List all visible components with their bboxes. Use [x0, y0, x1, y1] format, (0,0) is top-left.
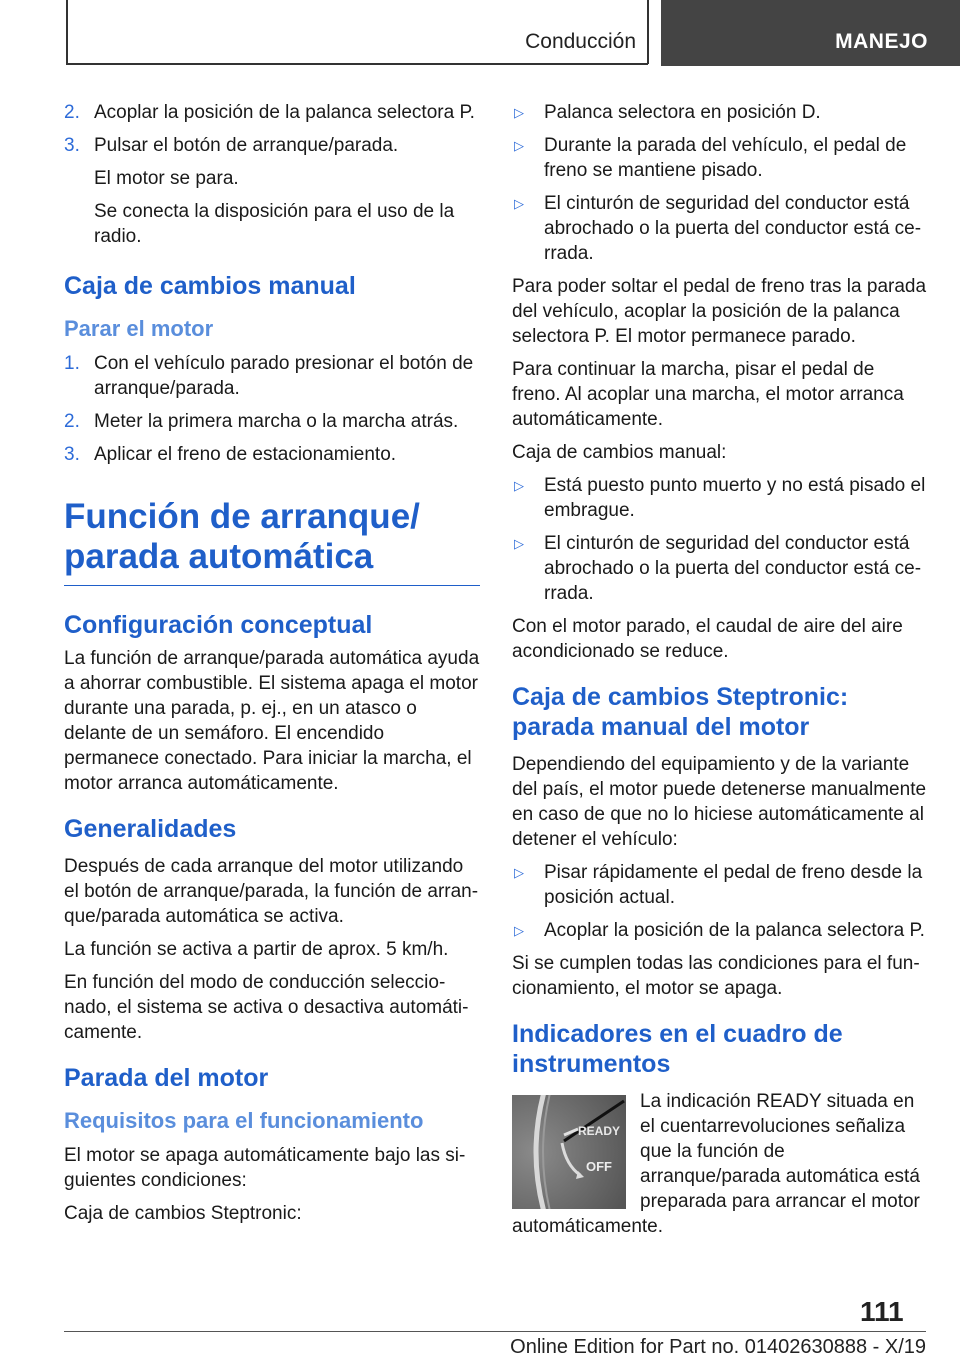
header-section-title: Conducción [525, 30, 636, 53]
list-item [64, 351, 480, 401]
header-bottom-rule [66, 63, 648, 65]
list-number: 3. [64, 444, 80, 465]
paragraph: Dependiendo del equipamiento y de la variante del país, el motor puede detenerse manualmente en caso de que no lo hiciese automáticamente al detener el vehículo: [512, 754, 927, 850]
list-text: Está puesto punto muerto y no está pisado el embrague. [544, 475, 926, 521]
tachometer-ready-image [512, 1095, 626, 1209]
indicator-figure-block [512, 1089, 928, 1239]
paragraph: La función se activa a partir de aprox. 5 km/h. [64, 939, 449, 960]
header-chapter-tab [661, 0, 960, 66]
right-column [512, 100, 928, 1247]
list-text: Aplicar el freno de estacionamiento. [94, 444, 397, 465]
heading-engine-stop: Parada del motor [64, 1064, 269, 1092]
list-text: Acoplar la posición de la palanca selectora P. [94, 102, 475, 123]
list-number: 1. [64, 353, 80, 374]
heading-requirements: Requisitos para el funcionamiento [64, 1108, 424, 1133]
heading-manual-gearbox: Caja de cambios manual [64, 272, 356, 300]
list-text: Durante la parada del vehículo, el pedal de freno se mantiene pisado. [544, 135, 907, 181]
paragraph: El motor se apaga automáticamente bajo las siguientes condiciones: [64, 1145, 466, 1191]
list-text: Con el vehículo parado presionar el botón de arranque/parada. [94, 353, 474, 399]
list-item [512, 191, 928, 266]
list-number: 2. [64, 102, 80, 123]
triangle-bullet-icon: ▷ [514, 923, 524, 938]
svg-text:READY: READY [578, 1124, 621, 1138]
list-text: Pulsar el botón de arranque/parada. [94, 135, 399, 156]
list-item [64, 442, 480, 467]
list-subtext: Se conecta la disposición para el uso de la radio. [94, 201, 455, 247]
footer-edition: Online Edition for Part no. 01402630888 - X/19 [510, 1336, 926, 1358]
list-item [512, 473, 928, 523]
paragraph: Para continuar la marcha, pisar el pedal de freno. Al acoplar una marcha, el motor arranca automáticamente. [512, 359, 904, 430]
triangle-bullet-icon: ▷ [514, 196, 524, 211]
page-number: 111 [860, 1296, 904, 1327]
list-text: Meter la primera marcha o la marcha atrás. [94, 411, 459, 432]
footer-rule [64, 1331, 926, 1332]
left-column [64, 100, 480, 1234]
list-item [64, 409, 480, 434]
svg-text:OFF: OFF [586, 1159, 612, 1174]
header-right-rule [647, 0, 649, 64]
list-subtext: El motor se para. [94, 168, 239, 189]
list-item [64, 100, 480, 125]
paragraph-indicator: La indicación READY situada en el cuentarrevoluciones señaliza que la función de arranque/parada automática está preparada para arrancar el motor automáticamente. [512, 1091, 920, 1237]
paragraph: Después de cada arranque del motor utilizando el botón de arranque/parada, la función de arranque/parada automática se activa. [64, 856, 479, 927]
list-item [512, 860, 928, 910]
triangle-bullet-icon: ▷ [514, 865, 524, 880]
paragraph: En función del modo de conducción seleccionado, el sistema se activa o desactiva automáticamente. [64, 972, 469, 1043]
list-text: El cinturón de seguridad del conductor está abrochado o la puerta del conductor está cerrada. [544, 533, 922, 604]
list-number: 2. [64, 411, 80, 432]
heading-instrument-indicators: Indicadores en el cuadro de instrumentos [512, 1020, 843, 1078]
list-item [512, 918, 928, 943]
paragraph: Para poder soltar el pedal de freno tras la parada del vehículo, acoplar la posición de la palanca selectora P. El motor permanece parado. [512, 276, 927, 347]
heading-general: Generalidades [64, 815, 237, 843]
heading-auto-start-stop: Función de arranque/ parada automática [64, 497, 480, 586]
triangle-bullet-icon: ▷ [514, 105, 524, 120]
header-left-rule [66, 0, 68, 64]
list-number: 3. [64, 135, 80, 156]
list-text: Pisar rápidamente el pedal de freno desde la posición actual. [544, 862, 923, 908]
header-chapter-label: MANEJO [835, 30, 928, 53]
paragraph: Caja de cambios Steptronic: [64, 1203, 302, 1224]
heading-steptronic-manual-stop: Caja de cambios Steptronic: parada manual del motor [512, 683, 849, 741]
list-item [64, 133, 480, 158]
list-item [512, 133, 928, 183]
paragraph: Caja de cambios manual: [512, 442, 727, 463]
list-text: Palanca selectora en posición D. [544, 102, 821, 123]
heading-concept: Configuración conceptual [64, 611, 373, 639]
list-item [512, 531, 928, 606]
list-item [512, 100, 928, 125]
paragraph: Si se cumplen todas las condiciones para el funcionamiento, el motor se apaga. [512, 953, 920, 999]
heading-stop-engine: Parar el motor [64, 316, 214, 341]
triangle-bullet-icon: ▷ [514, 138, 524, 153]
triangle-bullet-icon: ▷ [514, 478, 524, 493]
list-text: El cinturón de seguridad del conductor está abrochado o la puerta del conductor está cerrada. [544, 193, 922, 264]
paragraph: Con el motor parado, el caudal de aire del aire acondicionado se reduce. [512, 616, 903, 662]
paragraph-concept: La función de arranque/parada automática ayuda a ahorrar combustible. El sistema apaga el motor durante una parada, p. ej., en un atasco o delante de un semáforo. El encendido permanece conectado. Para iniciar la marcha, el motor arranca automáticamente. [64, 648, 480, 794]
triangle-bullet-icon: ▷ [514, 536, 524, 551]
list-text: Acoplar la posición de la palanca selectora P. [544, 920, 925, 941]
tachometer-illustration [512, 1095, 626, 1209]
